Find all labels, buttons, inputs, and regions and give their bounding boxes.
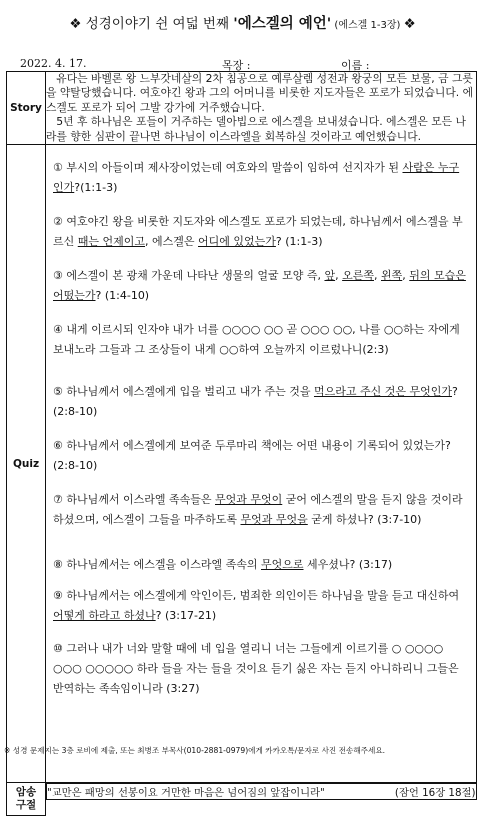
- quiz-question-6: ⑥ 하나님께서 에스겔에게 보여준 두루마리 책에는 어떤 내용이 기록되어 있었는가? (2:8-10): [53, 439, 451, 473]
- quiz-question-5: ⑤ 하나님께서 에스겔에게 입을 벌리고 내가 주는 것을 먹으라고 주신 것은 무엇인가? (2:8-10): [53, 385, 458, 419]
- quiz-question-8: ⑧ 하나님께서는 에스겔을 이스라엘 족속의 무엇으로 세우셨나? (3:17): [53, 558, 393, 572]
- memory-verse-label: 암송 구절: [7, 783, 46, 816]
- memory-verse-text: "교만은 패망의 선봉이요 거만한 마음은 넘어짐의 앞잡이니라": [47, 787, 325, 800]
- quiz-question-9: ⑨ 하나님께서는 에스겔에게 악인이든, 범죄한 의인이든 하나님을 말을 듣고 대신하여 어떻게 하라고 하셨나? (3:17-21): [53, 589, 460, 623]
- title-bold: '에스겔의 예언': [233, 16, 332, 32]
- quiz-question-4: ④ 내게 이르시되 인자야 내가 너를 ○○○○ ○○ 곧 ○○○ ○○, 나를 ○○하는 자에게 보내노라 그들과 그 조상들이 내게 ○○하여 오늘까지 이르렀나니(2:3): [53, 323, 460, 357]
- date-text: 2022. 4. 17.: [20, 57, 87, 70]
- memory-verse-reference: (잠언 16장 18절): [394, 787, 476, 800]
- quiz-question-7: ⑦ 하나님께서 이스라엘 족속들은 무엇과 무엇이 굳어 에스겔의 말을 듣지 않을 것이라 하셨으며, 에스겔이 그들을 마주하도록 무엇과 무엇을 굳게 하셨나? (3:7-10): [53, 493, 463, 527]
- story-paragraph: 유다는 바벨론 왕 느부갓네살의 2차 침공으로 예루살렘 성전과 왕궁의 모든 보물, 금 그릇을 약탈당했습니다. 여호야긴 왕과 그의 어머니를 비롯한 지도자들은 포로가 되었습니다. 에스겔도 포로가 되어 그발 강가에 거주했습니다.: [46, 72, 474, 114]
- story-label: Story: [7, 72, 46, 145]
- story-row: [7, 72, 477, 145]
- memory-verse-row: [7, 783, 477, 816]
- quiz-question-10: ⑩ 그러나 내가 너와 말할 때에 네 입을 열리니 너는 그들에게 이르기를 ○ ○○○○ ○○○ ○○○○○ 하라 들을 자는 들을 것이요 듣기 싫은 자는 듣지 아니하리니 그들은 반역하는 족속임이니라 (3:27): [53, 642, 459, 696]
- submission-footnote: ※ 성경 문제지는 3층 로비에 제출, 또는 최병조 부목사(010-2881-0979)에게 카카오톡/문자로 사진 전송해주세요.: [4, 746, 386, 755]
- quiz-question-1: ① 부시의 아들이며 제사장이었는데 여호와의 말씀이 임하여 선지자가 된 사람은 누구인가?(1:1-3): [53, 161, 460, 195]
- memory-verse: [46, 783, 477, 800]
- story-text: [46, 72, 477, 145]
- story-paragraph: 5년 후 하나님은 포들이 거주하는 델아빕으로 에스겔을 보내셨습니다. 에스겔은 모든 나라를 향한 심판이 끝나면 하나님이 이스라엘을 회복하실 것이라고 예언했습니다.: [46, 115, 466, 143]
- worksheet-table: [6, 71, 477, 816]
- quiz-question-3: ③ 에스겔이 본 광채 가운데 나타난 생물의 얼굴 모양 즉, 앞, 오른쪽, 왼쪽, 뒤의 모습은 어떴는가? (1:4-10): [53, 269, 466, 303]
- title-reference: (에스겔 1-3장): [331, 20, 404, 31]
- quiz-question-2: ② 여호야긴 왕을 비롯한 지도자와 에스겔도 포로가 되었는데, 하나님께서 에스겔을 부르신 때는 언제이고, 에스겔은 어디에 있었는가? (1:1-3): [53, 215, 463, 249]
- quiz-row: [7, 145, 477, 783]
- title-prefix: ❖ 성경이야기 쉰 여덟 번째: [69, 16, 234, 32]
- title-suffix: ❖: [403, 16, 416, 32]
- pastor-field-label: 목장 :: [222, 59, 251, 72]
- page-title: [0, 12, 485, 33]
- name-field-label: 이름 :: [341, 59, 370, 72]
- quiz-questions: [46, 145, 477, 783]
- quiz-label: Quiz: [7, 145, 46, 783]
